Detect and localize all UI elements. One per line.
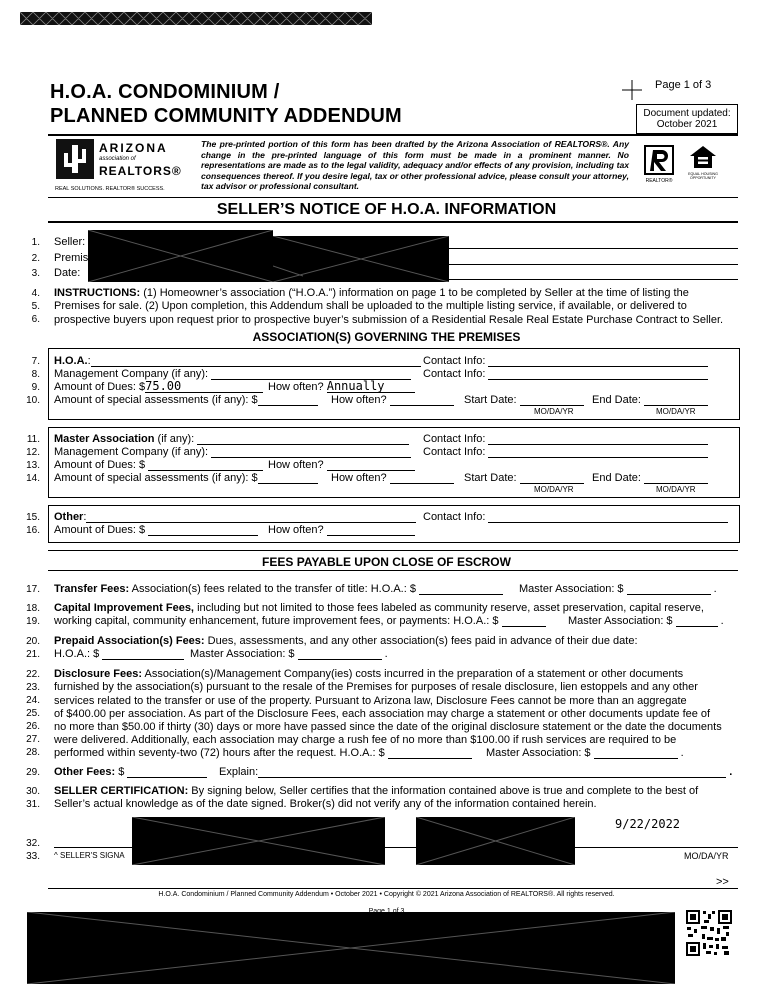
transfer-hoa-field[interactable] [419, 583, 503, 595]
line-number: 2. [31, 253, 40, 264]
prepaid-fees [54, 635, 738, 648]
transfer-label: Transfer Fees: [54, 583, 130, 595]
capital-master-label: Master Association: $ [568, 615, 673, 627]
prepaid-master-field[interactable] [298, 648, 382, 660]
disclosure-master-label: Master Association: $ [486, 747, 591, 759]
other-row: Other: [54, 511, 416, 523]
other-contact-row [423, 511, 728, 523]
hoa-row: H.O.A.: [54, 355, 421, 367]
hoa-end-format: MO/DA/YR [656, 407, 696, 416]
master-label: Master Association [54, 433, 155, 445]
line-number: 12. [26, 447, 40, 458]
master-mgmt-contact-row [423, 446, 708, 458]
hoa-special-field[interactable] [258, 394, 318, 406]
master-end-label: End Date: [592, 472, 641, 484]
master-row [54, 433, 409, 445]
hoa-end-row [592, 394, 708, 406]
premises-label: Premis [54, 252, 89, 264]
line-number: 33. [26, 851, 40, 862]
transfer-master-row: Master Association: $ . [519, 583, 717, 595]
fees-heading: FEES PAYABLE UPON CLOSE OF ESCROW [262, 555, 511, 569]
disclosure-l3: services related to the transfer or use of the property. Pursuant to Arizona law, Disclosure Fees cannot be more than an aggregate [54, 694, 687, 707]
master-end-row [592, 472, 708, 484]
hoa-start-label: Start Date: [464, 394, 517, 406]
prepaid-master-row: Master Association: $ . [190, 648, 388, 660]
master-special-often-row [331, 472, 454, 484]
hoa-mgmt-contact-label: Contact Info: [423, 368, 486, 380]
capital-text1: including but not limited to those fees labeled as community reserve, asset preservation, capital reserve, [197, 602, 704, 614]
instructions [54, 287, 738, 327]
master-often-label: How often? [268, 459, 324, 471]
master-special-often-label: How often? [331, 472, 387, 484]
hoa-special-often-label: How often? [331, 394, 387, 406]
other-contact-field[interactable] [488, 511, 728, 523]
master-special-often-field[interactable] [390, 472, 454, 484]
capital-label: Capital Improvement Fees, [54, 602, 194, 614]
hoa-end-label: End Date: [592, 394, 641, 406]
master-mgmt-field[interactable] [211, 446, 411, 458]
transfer-fees-row [54, 583, 503, 595]
other-often-field[interactable] [327, 524, 415, 536]
master-dues-row: Amount of Dues: $ [54, 459, 263, 471]
other-fees-label: Other Fees: [54, 766, 116, 778]
equal-housing-mark [684, 145, 722, 180]
hoa-often-label: How often? [268, 381, 324, 393]
capital-text2: working capital, community enhancement, future improvement fees, or payments: H.O.A.: $ [54, 615, 499, 627]
line-number: 7. [31, 356, 40, 367]
certification-label: SELLER CERTIFICATION: [54, 785, 189, 797]
master-end-format: MO/DA/YR [656, 485, 696, 494]
realtor-mark-label: REALTOR® [645, 178, 673, 184]
redacted-second-signature [416, 817, 575, 865]
line-number: 4. [31, 288, 40, 299]
master-often-row [268, 459, 415, 471]
other-label: Other [54, 511, 84, 523]
certification-text2: Seller’s actual knowledge as of the date signed. Broker(s) did not verify any of the information contained herein. [54, 798, 597, 811]
line-number: 20. [26, 636, 40, 647]
line-number: 5. [31, 301, 40, 312]
explain-field[interactable] [258, 766, 726, 778]
prepaid-label: Prepaid Association(s) Fees: [54, 635, 205, 647]
redacted-premises-info [273, 236, 449, 282]
hoa-often-field[interactable]: Annually [327, 381, 415, 393]
other-dues-field[interactable] [148, 524, 258, 536]
logo-arizona: ARIZONA [99, 141, 168, 155]
hoa-special-label: Amount of special assessments (if any): $ [54, 394, 258, 406]
other-contact-label: Contact Info: [423, 511, 486, 523]
master-contact-label: Contact Info: [423, 433, 486, 445]
master-often-field[interactable] [327, 459, 415, 471]
disclaimer-text: The pre-printed portion of this form has been drafted by the Arizona Association of REALTORS®. Any change in the pre-printed language of this form must be made in a prominent manner. No representations are made as to the legal validity, adequacy and/or effects of any provision, including tax consequences thereof. If you desire legal, tax or other professional advice, please consult your attorney, tax advisor or professional consultant. [201, 139, 629, 192]
signature-label: ^ SELLER'S SIGNA [54, 851, 125, 860]
line-number: 32. [26, 838, 40, 849]
other-dues-label: Amount of Dues: [54, 524, 136, 536]
realtor-mark [642, 145, 676, 185]
master-start-row [464, 472, 584, 484]
instructions-line3: prospective buyers upon request prior to prospective buyer’s submission of a Residential Resale Real Estate Purchase Contract to Seller. [54, 313, 724, 326]
hoa-dues-field[interactable]: 75.00 [145, 381, 263, 393]
master-name-field[interactable] [197, 433, 409, 445]
line-number: 18. [26, 603, 40, 614]
line-number: 13. [26, 460, 40, 471]
realtor-r-icon [644, 145, 674, 175]
master-mgmt-label: Management Company (if any): [54, 446, 209, 458]
disclosure-l6: were delivered. Additionally, each association may charge a rush fee of no more than $100.00 if rush services are required to be [54, 734, 677, 747]
copyright: H.O.A. Condominium / Planned Community Addendum • October 2021 • Copyright © 2021 Arizona Association of REALTORS®. All rights reserved. [158, 891, 615, 898]
capital-row2 [54, 615, 546, 627]
transfer-master-field[interactable] [627, 583, 711, 595]
disclosure-l4: of $400.00 per association. As part of the Disclosure Fees, each association may charge a statement or other documents update fee of [54, 707, 711, 720]
hoa-start-field[interactable] [520, 394, 584, 406]
line-number: 15. [26, 512, 40, 523]
master-special-row [54, 472, 318, 484]
capital-master-row: Master Association: $ . [568, 615, 724, 627]
seller-certification [54, 785, 738, 812]
other-name-field[interactable] [86, 511, 416, 523]
master-dues-label: Amount of Dues: [54, 459, 136, 471]
explain-label: Explain: [219, 766, 259, 778]
other-often-row [268, 524, 415, 536]
instructions-label: INSTRUCTIONS: [54, 287, 141, 299]
cactus-logo-icon [56, 139, 94, 179]
hoa-name-field[interactable] [91, 355, 421, 367]
redacted-seller-info [88, 230, 273, 282]
line-number: 21. [26, 649, 40, 660]
instructions-line1: (1) Homeowner’s association (“H.O.A.”) information on page 1 to be completed by Seller at the time of listing the [143, 287, 689, 299]
master-start-field[interactable] [520, 472, 584, 484]
line-number: 23. [26, 682, 40, 693]
redacted-footer [27, 912, 675, 984]
transfer-text: Association(s) fees related to the transfer of title: H.O.A.: $ [131, 583, 416, 595]
arizona-realtors-logo [53, 139, 198, 195]
line-number: 28. [26, 747, 40, 758]
prepaid-text2: H.O.A.: $ [54, 648, 100, 660]
disclosure-hoa-field[interactable] [388, 747, 472, 759]
transfer-master-label: Master Association: $ [519, 583, 624, 595]
disclosure-l2: furnished by the association(s) pursuant to the resale of the Premises for purposes of resale disclosure, lien estoppels and any other [54, 681, 698, 694]
capital-hoa-field[interactable] [502, 615, 546, 627]
capital-fees [54, 602, 738, 615]
association-heading: ASSOCIATION(S) GOVERNING THE PREMISES [252, 330, 521, 344]
line-number: 29. [26, 767, 40, 778]
master-special-field[interactable] [258, 472, 318, 484]
equal-housing-icon [689, 145, 717, 169]
crosshair-icon [622, 80, 642, 100]
master-end-field[interactable] [644, 472, 708, 484]
form-title-line2: PLANNED COMMUNITY ADDENDUM [50, 105, 402, 127]
seller-label: Seller: [54, 236, 86, 248]
line-number: 16. [26, 525, 40, 536]
master-start-format: MO/DA/YR [534, 485, 574, 494]
hoa-mgmt-label: Management Company (if any): [54, 368, 209, 380]
line-number: 30. [26, 786, 40, 797]
doc-updated-box [636, 104, 738, 134]
doc-updated-label: Document updated: [643, 108, 731, 119]
disclosure-l5: no more than $50.00 if thirty (30) days or more have passed since the date of the original disclosure statement or the date the documents [54, 721, 722, 734]
certification-text1: By signing below, Seller certifies that the information contained above is true and complete to the best of [191, 785, 699, 797]
hoa-start-format: MO/DA/YR [534, 407, 574, 416]
hoa-dues-label: Amount of Dues: [54, 381, 136, 393]
page-number: Page 1 of 3 [655, 79, 712, 91]
hoa-dues-row: Amount of Dues: $75.00 [54, 381, 263, 393]
hoa-start-row [464, 394, 584, 406]
hoa-special-often-field[interactable] [390, 394, 454, 406]
form-title-line1: H.O.A. CONDOMINIUM / [50, 81, 280, 103]
hoa-contact-row [423, 355, 708, 367]
prepaid-master-label: Master Association: $ [190, 648, 295, 660]
other-often-label: How often? [268, 524, 324, 536]
qr-code-icon [686, 910, 732, 956]
notice-title: SELLER’S NOTICE OF H.O.A. INFORMATION [216, 201, 557, 218]
other-fees-row [54, 766, 207, 778]
date-label: Date: [54, 267, 81, 279]
line-number: 9. [31, 382, 40, 393]
redacted-signature [132, 817, 385, 865]
instructions-line2: Premises for sale. (2) Upon completion, this Addendum shall be uploaded to the multiple listing service, if available, or delivered to [54, 300, 687, 313]
hoa-mgmt-contact-field[interactable] [488, 368, 708, 380]
logo-realtors: REALTORS® [99, 164, 182, 178]
hoa-label: H.O.A. [54, 355, 88, 367]
line-number: 31. [26, 799, 40, 810]
prepaid-row2 [54, 648, 184, 660]
capital-master-field[interactable] [676, 615, 718, 627]
signature-date-format: MO/DA/YR [684, 851, 729, 861]
hoa-special-often-row [331, 394, 454, 406]
line-number: 10. [26, 395, 40, 406]
line-number: 22. [26, 669, 40, 680]
disclosure-row7 [54, 747, 472, 759]
prepaid-hoa-field[interactable] [102, 648, 184, 660]
hoa-end-field[interactable] [644, 394, 708, 406]
line-number: 3. [31, 268, 40, 279]
master-special-label: Amount of special assessments (if any): $ [54, 472, 258, 484]
logo-association: association of [99, 156, 136, 162]
disclosure-master-field[interactable] [594, 747, 678, 759]
line-number: 8. [31, 369, 40, 380]
hoa-contact-field[interactable] [488, 355, 708, 367]
redacted-header-bar [20, 12, 372, 25]
disclosure-label: Disclosure Fees: [54, 668, 143, 680]
master-mgmt-contact-label: Contact Info: [423, 446, 486, 458]
master-mgmt-row [54, 446, 411, 458]
line-number: 6. [31, 314, 40, 325]
master-dues-field[interactable] [148, 459, 263, 471]
line-number: 24. [26, 695, 40, 706]
hoa-mgmt-contact-row [423, 368, 708, 380]
other-fees-field[interactable] [127, 766, 207, 778]
hoa-contact-label: Contact Info: [423, 355, 486, 367]
master-mgmt-contact-field[interactable] [488, 446, 708, 458]
other-dues-row: Amount of Dues: $ [54, 524, 258, 536]
master-contact-row [423, 433, 708, 445]
disclosure-l1: Association(s)/Management Company(ies) costs incurred in the preparation of a statement or other documents [144, 668, 684, 680]
line-number: 11. [26, 434, 40, 445]
explain-row: Explain: . [219, 766, 733, 778]
hoa-special-row [54, 394, 318, 406]
line-number: 27. [26, 734, 40, 745]
master-suffix: (if any): [157, 433, 195, 445]
line-number: 17. [26, 584, 40, 595]
next-page-indicator[interactable]: >> [716, 876, 729, 888]
prepaid-text1: Dues, assessments, and any other association(s) fees paid in advance of their due date: [207, 635, 638, 647]
logo-tagline: REAL SOLUTIONS. REALTOR® SUCCESS. [55, 186, 165, 192]
line-number: 26. [26, 721, 40, 732]
other-fees-dollar: $ [118, 766, 125, 778]
line-number: 25. [26, 708, 40, 719]
master-start-label: Start Date: [464, 472, 517, 484]
signature-date-value: 9/22/2022 [615, 817, 681, 831]
line-number: 14. [26, 473, 40, 484]
hoa-often-row [268, 381, 415, 393]
disclosure-master-row: Master Association: $ . [486, 747, 684, 759]
disclosure-fees [54, 668, 738, 748]
line-number: 1. [31, 237, 40, 248]
disclosure-l7: performed within seventy-two (72) hours after the request. H.O.A.: $ [54, 747, 385, 759]
doc-updated-date: October 2021 [656, 119, 718, 130]
master-contact-field[interactable] [488, 433, 708, 445]
line-number: 19. [26, 616, 40, 627]
equal-housing-label: EQUAL HOUSING OPPORTUNITY [688, 172, 718, 180]
